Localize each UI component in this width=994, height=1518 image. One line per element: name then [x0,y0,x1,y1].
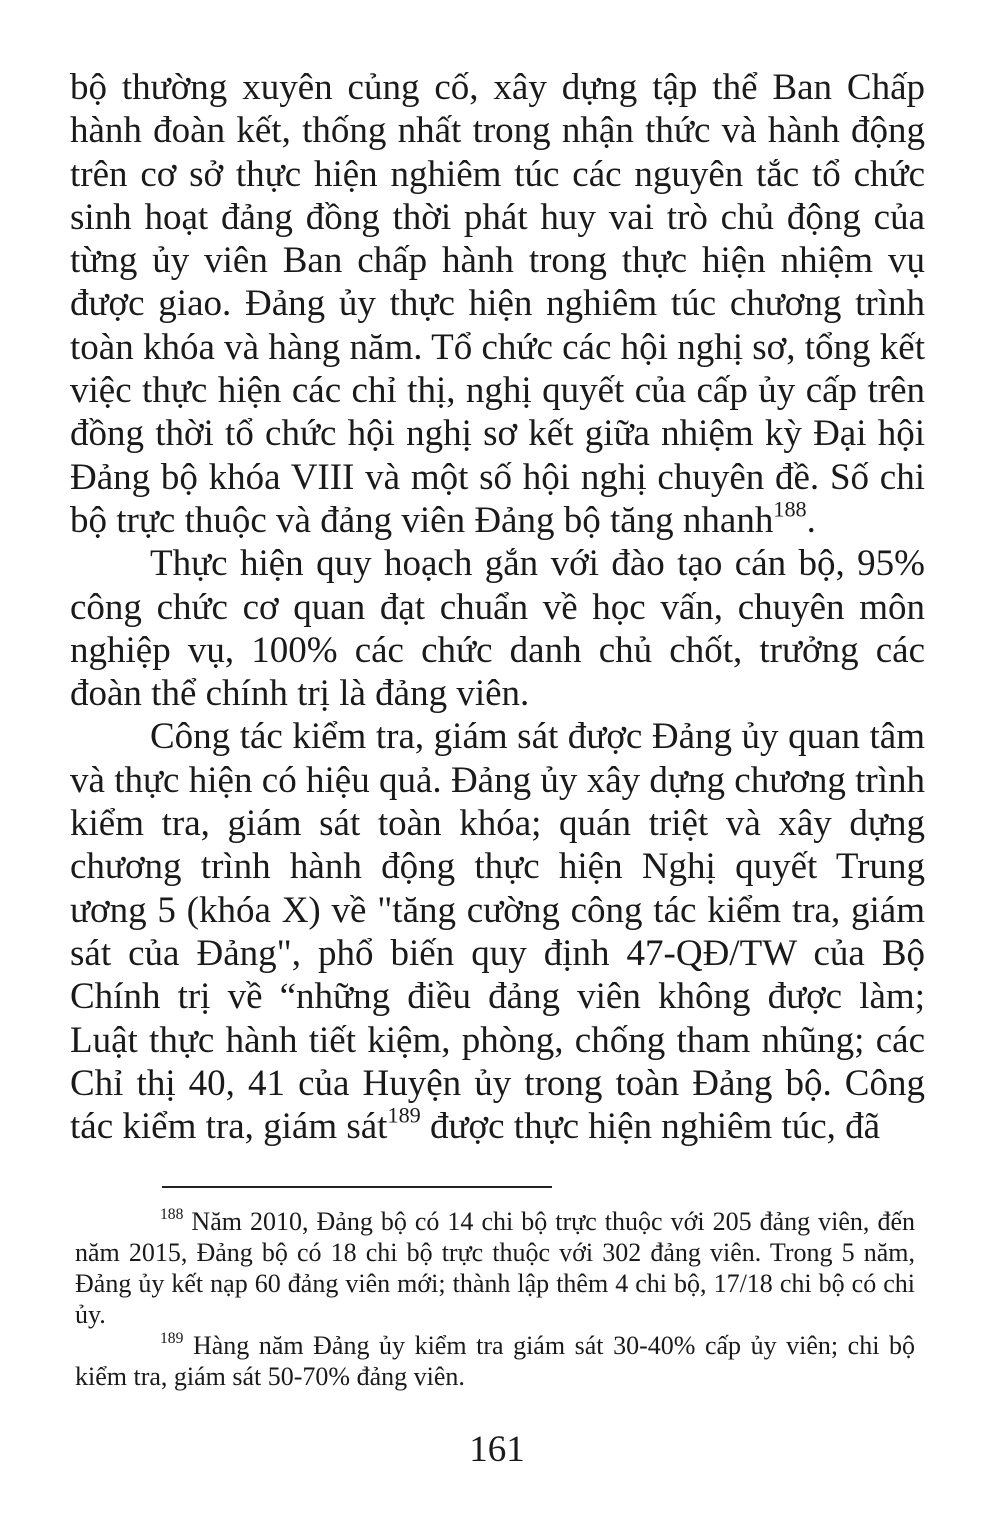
paragraph-1 [70,66,925,542]
footnote-text: Năm 2010, Đảng bộ có 14 chi bộ trực thuộc với 205 đảng viên, đến năm 2015, Đảng bộ có 18 chi bộ trực thuộc với 302 đảng viên. Trong 5 năm, Đảng ủy kết nạp 60 đảng viên mới; thành lập thêm 4 chi bộ, 17/18 chi bộ có chi ủy. [75,1207,915,1329]
footnote-ref-189: 189 [387,1102,421,1128]
paragraph-1-text: bộ thường xuyên củng cố, xây dựng tập thể Ban Chấp hành đoàn kết, thống nhất trong nhận thức và hành động trên cơ sở thực hiện nghiêm túc các nguyên tắc tổ chức sinh hoạt đảng đồng thời phát huy vai trò chủ động của từng ủy viên Ban chấp hành trong thực hiện nhiệm vụ được giao. Đảng ủy thực hiện nghiêm túc chương trình toàn khóa và hàng năm. Tổ chức các hội nghị sơ, tổng kết việc thực hiện các chỉ thị, nghị quyết của cấp ủy cấp trên đồng thời tổ chức hội nghị sơ kết giữa nhiệm kỳ Đại hội Đảng bộ khóa VIII và một số hội nghị chuyên đề. Số chi bộ trực thuộc và đảng viên Đảng bộ tăng nhanh [70,67,925,541]
footnote-separator [162,1186,552,1188]
paragraph-2: Thực hiện quy hoạch gắn với đào tạo cán bộ, 95% công chức cơ quan đạt chuẩn về học vấn, chuyên môn nghiệp vụ, 100% các chức danh chủ chốt, trưởng các đoàn thể chính trị là đảng viên. [70,543,925,715]
paragraph-3-text: Công tác kiểm tra, giám sát được Đảng ủy quan tâm và thực hiện có hiệu quả. Đảng ủy xây dựng chương trình kiểm tra, giám sát toàn khóa; quán triệt và xây dựng chương trình hành động thực hiện Nghị quyết Trung ương 5 (khóa X) về "tăng cường công tác kiểm tra, giám sát của Đảng", phổ biến quy định 47-QĐ/TW của Bộ Chính trị về “những điều đảng viên không được làm; Luật thực hành tiết kiệm, phòng, chống tham nhũng; các Chỉ thị 40, 41 của Huyện ủy trong toàn Đảng bộ. Công tác kiểm tra, giám sát [70,716,925,1148]
footnote-text: Hàng năm Đảng ủy kiểm tra giám sát 30-40% cấp ủy viên; chi bộ kiểm tra, giám sát 50-70% đảng viên. [75,1331,915,1391]
paragraph-1-end: . [806,499,816,541]
footnote-ref-188: 188 [773,496,807,522]
paragraph-3 [70,715,925,1148]
footnotes [75,1206,915,1392]
paragraph-3-end: được thực hiện nghiêm túc, đã [420,1106,881,1148]
footnote-number: 188 [160,1206,184,1224]
body-text [70,66,925,1148]
page-number: 161 [469,1429,525,1470]
footnote-188 [75,1206,915,1330]
footnote-189 [75,1330,915,1392]
footnote-number: 189 [160,1330,184,1348]
